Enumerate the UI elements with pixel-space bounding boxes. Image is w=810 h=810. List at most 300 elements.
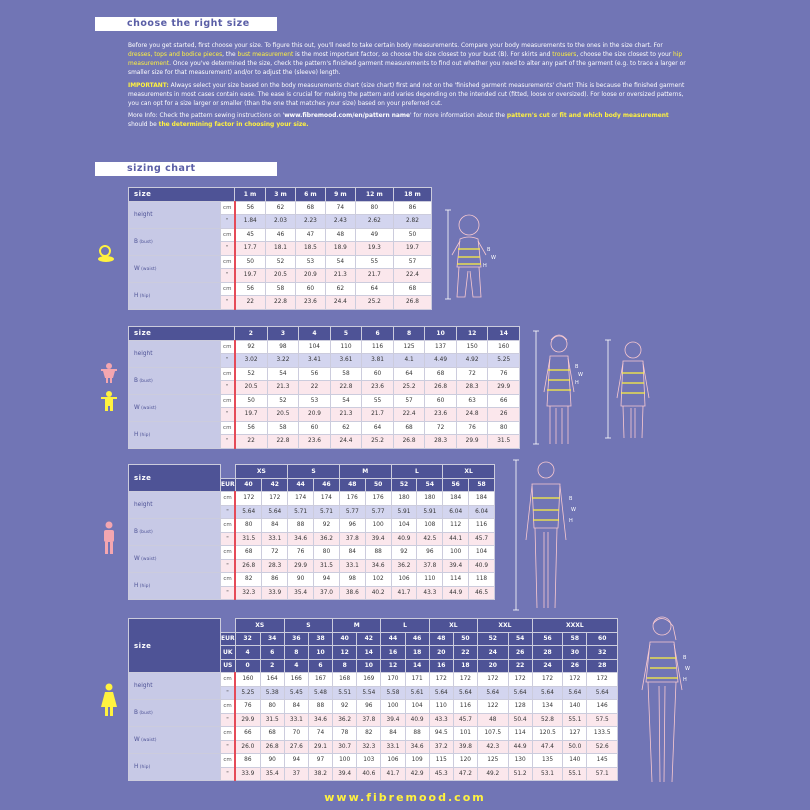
value-cell: 140: [563, 700, 587, 714]
value-cell: 134: [532, 700, 563, 714]
table-row-height-cm: [129, 340, 520, 354]
value-cell: 5.48: [308, 686, 332, 700]
value-cell: 23.6: [295, 296, 325, 310]
men-size-table: [128, 464, 495, 600]
value-cell: 22.4: [393, 408, 425, 422]
size-column-header: 12 m: [355, 188, 393, 202]
us-size: 24: [532, 659, 563, 673]
value-cell: 49.2: [478, 767, 509, 781]
us-size: 10: [357, 659, 381, 673]
value-cell: 53.1: [532, 767, 563, 781]
footer-website: www.fibremood.com: [324, 791, 486, 804]
value-cell: 76: [235, 700, 260, 714]
eur-size: 56: [532, 632, 563, 646]
value-cell: 53: [299, 394, 331, 408]
value-cell: 92: [235, 340, 268, 354]
value-cell: 22: [235, 435, 268, 449]
unit-inch: ": [221, 354, 235, 368]
value-cell: 58: [267, 421, 299, 435]
value-cell: 3.81: [362, 354, 394, 368]
value-cell: 29.9: [288, 559, 314, 573]
table-row-bust-cm: [129, 367, 520, 381]
value-cell: 28.3: [456, 381, 488, 395]
size-column-header: 14: [488, 327, 520, 341]
baby-size-table: [128, 187, 432, 310]
value-cell: 60: [299, 421, 331, 435]
unit-inch: ": [221, 767, 236, 781]
value-cell: 97: [308, 754, 332, 768]
value-cell: 32.3: [357, 740, 381, 754]
value-cell: 5.91: [391, 505, 417, 519]
value-cell: 114: [508, 727, 532, 741]
value-cell: 84: [262, 519, 288, 533]
eur-size: 42: [262, 478, 288, 492]
unit-inch: ": [221, 215, 235, 229]
unit-inch: ": [221, 740, 236, 754]
value-cell: 35.4: [288, 586, 314, 600]
value-cell: 104: [391, 519, 417, 533]
value-cell: 17.7: [235, 242, 266, 256]
value-cell: 184: [469, 492, 495, 506]
value-cell: 26.8: [393, 296, 431, 310]
unit-inch: ": [221, 435, 235, 449]
unit-inch: ": [221, 242, 235, 256]
size-group-header: M: [339, 465, 391, 479]
value-cell: 68: [393, 282, 431, 296]
us-size: 8: [333, 659, 357, 673]
size-column-header: 10: [425, 327, 457, 341]
value-cell: 63: [456, 394, 488, 408]
value-cell: 114: [443, 573, 469, 587]
value-cell: 50: [235, 255, 266, 269]
value-cell: 66: [488, 394, 520, 408]
value-cell: 33.1: [262, 532, 288, 546]
eur-size: 60: [587, 632, 618, 646]
eur-size: 48: [339, 478, 365, 492]
size-column-header: 3: [267, 327, 299, 341]
value-cell: 45.3: [429, 767, 453, 781]
value-cell: 57.5: [587, 713, 618, 727]
unit-inch: ": [221, 269, 235, 283]
unit-cm: cm: [221, 421, 235, 435]
value-cell: 44.9: [443, 586, 469, 600]
value-cell: 92: [314, 519, 340, 533]
value-cell: 180: [417, 492, 443, 506]
svg-text:W: W: [491, 255, 496, 261]
eur-size: 54: [508, 632, 532, 646]
value-cell: 32.3: [235, 586, 262, 600]
value-cell: 92: [391, 546, 417, 560]
value-cell: 166: [284, 673, 308, 687]
value-cell: 38.6: [339, 586, 365, 600]
value-cell: 44.1: [443, 532, 469, 546]
value-cell: 24.4: [330, 435, 362, 449]
value-cell: 33.9: [235, 767, 260, 781]
value-cell: 135: [532, 754, 563, 768]
value-cell: 36.2: [314, 532, 340, 546]
unit-cm: cm: [221, 255, 235, 269]
value-cell: 34.6: [365, 559, 391, 573]
value-cell: 130: [508, 754, 532, 768]
value-cell: 5.64: [508, 686, 532, 700]
eur-size: 34: [260, 632, 284, 646]
value-cell: 66: [235, 727, 260, 741]
unit-cm: cm: [221, 340, 235, 354]
value-cell: 37.8: [357, 713, 381, 727]
value-cell: 80: [235, 519, 262, 533]
svg-text:H: H: [569, 518, 573, 524]
value-cell: 20.5: [267, 408, 299, 422]
size-column-header: 9 m: [325, 188, 355, 202]
size-group-header: XXXL: [532, 619, 617, 633]
svg-text:W: W: [571, 507, 576, 513]
value-cell: 29.9: [456, 435, 488, 449]
unit-inch: ": [221, 586, 236, 600]
woman-figure-illustration: [628, 612, 708, 787]
table-row-hip-cm: [129, 754, 618, 768]
value-cell: 78: [333, 727, 357, 741]
section-title-choose-size: choose the right size: [95, 17, 277, 31]
value-cell: 55.1: [563, 767, 587, 781]
value-cell: 68: [235, 546, 262, 560]
value-cell: 106: [391, 573, 417, 587]
row-label-height: height: [129, 492, 221, 519]
value-cell: 74: [325, 201, 355, 215]
value-cell: 172: [262, 492, 288, 506]
value-cell: 60: [295, 282, 325, 296]
value-cell: 45.7: [453, 713, 477, 727]
value-cell: 100: [443, 546, 469, 560]
value-cell: 84: [339, 546, 365, 560]
value-cell: 22: [235, 296, 266, 310]
us-size: 20: [478, 659, 509, 673]
value-cell: 33.9: [262, 586, 288, 600]
value-cell: 150: [456, 340, 488, 354]
value-cell: 33.1: [339, 559, 365, 573]
value-cell: 101: [453, 727, 477, 741]
table-row-height-cm: [129, 492, 495, 506]
value-cell: 80: [488, 421, 520, 435]
value-cell: 37.2: [429, 740, 453, 754]
value-cell: 100: [333, 754, 357, 768]
woman-icon: [100, 683, 118, 717]
eur-size: 46: [405, 632, 429, 646]
value-cell: 56: [235, 421, 268, 435]
us-size: 18: [453, 659, 477, 673]
row-label-height: height: [129, 340, 221, 367]
value-cell: 96: [357, 700, 381, 714]
value-cell: 25.2: [393, 381, 425, 395]
row-label-hip: H (hip): [129, 421, 221, 448]
eur-size: 52: [391, 478, 417, 492]
child-girl-icon: [100, 362, 118, 384]
value-cell: 34.6: [288, 532, 314, 546]
value-cell: 54: [267, 367, 299, 381]
section-title-sizing-chart: sizing chart: [95, 162, 277, 176]
size-column-header: 6: [362, 327, 394, 341]
value-cell: 22: [299, 381, 331, 395]
value-cell: 88: [405, 727, 429, 741]
value-cell: 5.64: [532, 686, 563, 700]
size-column-header: 3 m: [266, 188, 296, 202]
table-row-bust-cm: [129, 519, 495, 533]
value-cell: 49: [355, 228, 393, 242]
unit-cm: cm: [221, 700, 236, 714]
uk-size: 10: [308, 646, 332, 660]
value-cell: 76: [456, 421, 488, 435]
value-cell: 72: [262, 546, 288, 560]
value-cell: 72: [456, 367, 488, 381]
unit-cm: cm: [221, 727, 236, 741]
value-cell: 26: [488, 408, 520, 422]
value-cell: 52.8: [532, 713, 563, 727]
value-cell: 41.7: [391, 586, 417, 600]
value-cell: 42.9: [405, 767, 429, 781]
uk-size: 4: [235, 646, 260, 660]
us-size: 26: [563, 659, 587, 673]
value-cell: 94.5: [429, 727, 453, 741]
value-cell: 180: [391, 492, 417, 506]
uk-label: UK: [221, 646, 236, 660]
value-cell: 26.0: [235, 740, 260, 754]
value-cell: 120.5: [532, 727, 563, 741]
uk-size: 12: [333, 646, 357, 660]
value-cell: 22.8: [267, 435, 299, 449]
size-group-header: XL: [429, 619, 477, 633]
svg-text:W: W: [685, 666, 690, 672]
value-cell: 108: [417, 519, 443, 533]
value-cell: 2.43: [325, 215, 355, 229]
value-cell: 19.3: [355, 242, 393, 256]
value-cell: 102: [365, 573, 391, 587]
value-cell: 137: [425, 340, 457, 354]
value-cell: 52: [267, 394, 299, 408]
row-label-height: height: [129, 673, 221, 700]
value-cell: 22.4: [393, 269, 431, 283]
value-cell: 1.84: [235, 215, 266, 229]
value-cell: 21.7: [355, 269, 393, 283]
man-icon: [100, 521, 118, 555]
value-cell: 36.2: [391, 559, 417, 573]
value-cell: 5.64: [587, 686, 618, 700]
size-column-header: 1 m: [235, 188, 266, 202]
eur-size: 40: [333, 632, 357, 646]
value-cell: 31.5: [235, 532, 262, 546]
value-cell: 39.4: [381, 713, 405, 727]
uk-size: 20: [429, 646, 453, 660]
size-header: size: [129, 327, 235, 341]
value-cell: 122: [478, 700, 509, 714]
value-cell: 39.8: [453, 740, 477, 754]
value-cell: 18.5: [295, 242, 325, 256]
value-cell: 125: [478, 754, 509, 768]
eur-size: 38: [308, 632, 332, 646]
value-cell: 60: [425, 394, 457, 408]
value-cell: 4.1: [393, 354, 425, 368]
value-cell: 125: [393, 340, 425, 354]
value-cell: 5.71: [288, 505, 314, 519]
value-cell: 40.9: [405, 713, 429, 727]
size-column-header: 6 m: [295, 188, 325, 202]
child-boy-icon: [100, 390, 118, 412]
value-cell: 5.25: [488, 354, 520, 368]
value-cell: 5.77: [339, 505, 365, 519]
value-cell: 29.1: [308, 740, 332, 754]
value-cell: 164: [260, 673, 284, 687]
value-cell: 21.3: [267, 381, 299, 395]
size-group-header: L: [391, 465, 443, 479]
value-cell: 160: [235, 673, 260, 687]
value-cell: 26.8: [260, 740, 284, 754]
value-cell: 28.3: [425, 435, 457, 449]
value-cell: 80: [355, 201, 393, 215]
value-cell: 5.38: [260, 686, 284, 700]
value-cell: 80: [314, 546, 340, 560]
value-cell: 76: [488, 367, 520, 381]
value-cell: 90: [288, 573, 314, 587]
value-cell: 26.8: [393, 435, 425, 449]
size-header: size: [129, 465, 221, 492]
value-cell: 57: [393, 255, 431, 269]
value-cell: 22.8: [266, 296, 296, 310]
value-cell: 24.8: [456, 408, 488, 422]
value-cell: 5.64: [235, 505, 262, 519]
value-cell: 22.8: [330, 381, 362, 395]
value-cell: 52.6: [587, 740, 618, 754]
unit-cm: cm: [221, 492, 236, 506]
value-cell: 30.7: [333, 740, 357, 754]
value-cell: 21.7: [362, 408, 394, 422]
value-cell: 104: [299, 340, 331, 354]
value-cell: 5.25: [235, 686, 260, 700]
svg-text:H: H: [483, 263, 487, 269]
value-cell: 70: [284, 727, 308, 741]
svg-text:H: H: [683, 677, 687, 683]
size-header: size: [129, 619, 221, 673]
value-cell: 43.3: [417, 586, 443, 600]
eur-size: 52: [478, 632, 509, 646]
value-cell: 172: [508, 673, 532, 687]
pacifier-icon: [96, 243, 116, 265]
value-cell: 41.7: [381, 767, 405, 781]
value-cell: 50: [393, 228, 431, 242]
value-cell: 47: [295, 228, 325, 242]
value-cell: 168: [333, 673, 357, 687]
value-cell: 62: [330, 421, 362, 435]
value-cell: 21.3: [325, 269, 355, 283]
us-size: 6: [308, 659, 332, 673]
table-row-waist-cm: [129, 255, 432, 269]
table-row-hip-cm: [129, 573, 495, 587]
value-cell: 84: [381, 727, 405, 741]
value-cell: 46: [266, 228, 296, 242]
size-column-header: 18 m: [393, 188, 431, 202]
row-label-bust: B (bust): [129, 367, 221, 394]
value-cell: 171: [405, 673, 429, 687]
value-cell: 31.5: [314, 559, 340, 573]
value-cell: 56: [235, 201, 266, 215]
eur-size: 46: [314, 478, 340, 492]
value-cell: 88: [288, 519, 314, 533]
value-cell: 176: [339, 492, 365, 506]
value-cell: 54: [330, 394, 362, 408]
value-cell: 146: [587, 700, 618, 714]
us-size: 12: [381, 659, 405, 673]
value-cell: 37.0: [314, 586, 340, 600]
value-cell: 68: [393, 421, 425, 435]
value-cell: 36.2: [333, 713, 357, 727]
value-cell: 96: [417, 546, 443, 560]
value-cell: 40.6: [357, 767, 381, 781]
value-cell: 174: [314, 492, 340, 506]
us-size: 22: [508, 659, 532, 673]
value-cell: 128: [508, 700, 532, 714]
value-cell: 116: [453, 700, 477, 714]
row-label-height: height: [129, 201, 221, 228]
table-row-waist-cm: [129, 546, 495, 560]
value-cell: 174: [288, 492, 314, 506]
value-cell: 19.7: [235, 269, 266, 283]
value-cell: 172: [453, 673, 477, 687]
value-cell: 31.5: [488, 435, 520, 449]
value-cell: 120: [453, 754, 477, 768]
unit-inch: ": [221, 505, 236, 519]
size-column-header: 2: [235, 327, 268, 341]
value-cell: 167: [308, 673, 332, 687]
value-cell: 27.6: [284, 740, 308, 754]
table-row-height-cm: [129, 673, 618, 687]
value-cell: 5.61: [405, 686, 429, 700]
unit-inch: ": [221, 686, 236, 700]
uk-size: 28: [532, 646, 563, 660]
value-cell: 25.2: [362, 435, 394, 449]
value-cell: 39.4: [333, 767, 357, 781]
table-row-waist-cm: [129, 727, 618, 741]
value-cell: 3.41: [299, 354, 331, 368]
value-cell: 48: [478, 713, 509, 727]
eur-label: EUR: [221, 632, 236, 646]
row-label-waist: W (waist): [129, 394, 221, 421]
eur-size: 44: [381, 632, 405, 646]
value-cell: 39.4: [365, 532, 391, 546]
value-cell: 170: [381, 673, 405, 687]
value-cell: 5.51: [333, 686, 357, 700]
value-cell: 57: [393, 394, 425, 408]
value-cell: 4.92: [456, 354, 488, 368]
value-cell: 5.77: [365, 505, 391, 519]
value-cell: 74: [308, 727, 332, 741]
header-spacer: [221, 619, 236, 633]
value-cell: 26.8: [425, 381, 457, 395]
value-cell: 58: [266, 282, 296, 296]
svg-text:B: B: [569, 496, 573, 502]
eur-size: 54: [417, 478, 443, 492]
us-size: 14: [405, 659, 429, 673]
value-cell: 5.64: [563, 686, 587, 700]
svg-text:W: W: [578, 372, 583, 378]
header-row: [129, 188, 432, 202]
us-size: 16: [429, 659, 453, 673]
value-cell: 51.2: [508, 767, 532, 781]
unit-cm: cm: [221, 201, 235, 215]
value-cell: 118: [469, 573, 495, 587]
value-cell: 3.61: [330, 354, 362, 368]
value-cell: 172: [563, 673, 587, 687]
value-cell: 86: [393, 201, 431, 215]
value-cell: 133.5: [587, 727, 618, 741]
value-cell: 110: [417, 573, 443, 587]
value-cell: 172: [429, 673, 453, 687]
